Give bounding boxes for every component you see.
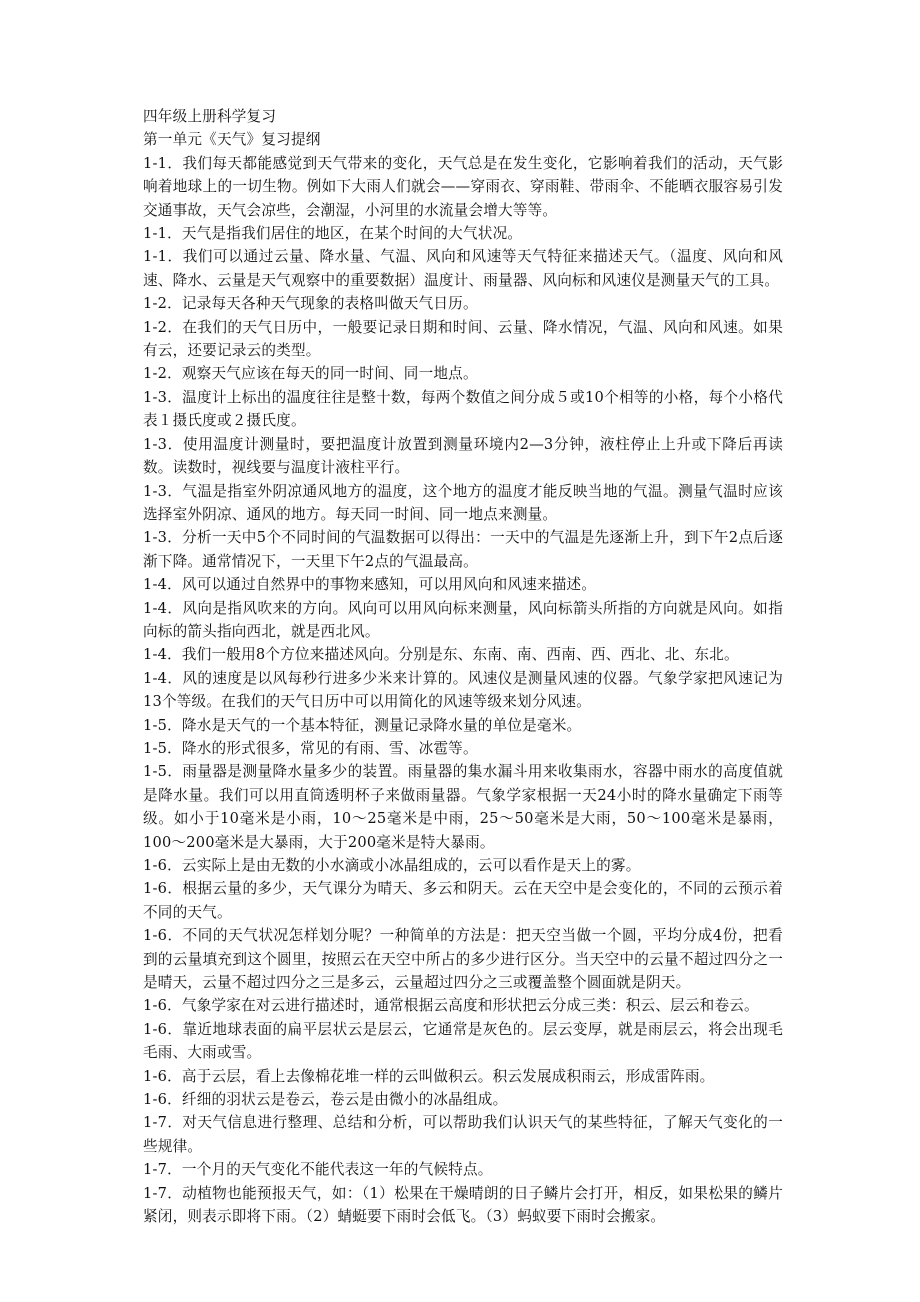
- paragraph: 1-5．降水的形式很多，常见的有雨、雪、冰雹等。: [143, 739, 478, 757]
- paragraph: 1-6．云实际上是由无数的小水滴或小冰晶组成的，云可以看作是天上的雾。: [143, 857, 641, 874]
- document-body: [143, 105, 783, 1229]
- paragraph: 1-3．分析一天中5个不同时间的气温数据可以得出：一天中的气温是先逐渐上升，到下午2点后逐渐下降。通常情况下，一天里下午2点的气温最高。: [143, 529, 783, 570]
- paragraph: 1-6．根据云量的多少，天气课分为晴天、多云和阴天。云在天空中是会变化的，不同的云预示着不同的天气。: [143, 880, 783, 921]
- paragraph: 1-5．雨量器是测量降水量多少的装置。雨量器的集水漏斗用来收集雨水，容器中雨水的高度值就是降水量。我们可以用直筒透明杯子来做雨量器。气象学家根据一天24小时的降水量确定下雨等级。如小于10毫米是小雨，10～25毫米是中雨，25～50毫米是大雨，50～100毫米是暴雨，100～200毫米是大暴雨，大于200毫米是特大暴雨。: [143, 763, 783, 851]
- paragraph: 1-4．风的速度是以风每秒行进多少米来计算的。风速仪是测量风速的仪器。气象学家把风速记为13个等级。在我们的天气日历中可以用简化的风速等级来划分风速。: [143, 669, 783, 711]
- paragraph: 1-7．对天气信息进行整理、总结和分析，可以帮助我们认识天气的某些特征，了解天气变化的一些规律。: [143, 1114, 783, 1155]
- paragraph: 1-6．高于云层，看上去像棉花堆一样的云叫做积云。积云发展成积雨云，形成雷阵雨。: [143, 1067, 715, 1085]
- paragraph: 1-6．靠近地球表面的扁平层状云是层云，它通常是灰色的。层云变厚，就是雨层云，将会出现毛毛雨、大雨或雪。: [143, 1020, 783, 1062]
- paragraph: 1-2．观察天气应该在每天的同一时间、同一地点。: [143, 365, 478, 383]
- paragraph: 1-1．天气是指我们居住的地区，在某个时间的大气状况。: [143, 225, 523, 243]
- paragraph: 1-6．气象学家在对云进行描述时，通常根据云高度和形状把云分成三类：积云、层云和卷云。: [143, 997, 759, 1015]
- paragraph: 1-6．纤细的羽状云是卷云，卷云是由微小的冰晶组成。: [143, 1091, 508, 1109]
- paragraph: 1-2．在我们的天气日历中，一般要记录日期和时间、云量、降水情况，气温、风向和风速。如果有云，还要记录云的类型。: [143, 318, 783, 360]
- paragraph: 1-5．降水是天气的一个基本特征，测量记录降水量的单位是毫米。: [143, 716, 582, 734]
- paragraph: 1-3．温度计上标出的温度往往是整十数，每两个数值之间分成５或10个相等的小格，每个小格代表１摄氏度或２摄氏度。: [143, 388, 783, 430]
- unit-heading: 第一单元《天气》复习提纲: [143, 131, 321, 149]
- paragraph: 1-3．气温是指室外阴凉通风地方的温度，这个地方的温度才能反映当地的气温。测量气温时应该选择室外阴凉、通风的地方。每天同一时间、同一地点来测量。: [143, 482, 783, 523]
- paragraph: 1-4．风向是指风吹来的方向。风向可以用风向标来测量，风向标箭头所指的方向就是风向。如指向标的箭头指向西北，就是西北风。: [143, 599, 783, 640]
- paragraph: 1-3．使用温度计测量时，要把温度计放置到测量环境内2—3分钟，液柱停止上升或下降后再读数。读数时，视线要与温度计液柱平行。: [143, 435, 783, 477]
- paragraph: 1-1．我们可以通过云量、降水量、气温、风向和风速等天气特征来描述天气。（温度、风向和风速、降水、云量是天气观察中的重要数据）温度计、雨量器、风向标和风速仪是测量天气的工具。: [143, 248, 783, 289]
- paragraph: 1-1．我们每天都能感觉到天气带来的变化，天气总是在发生变化，它影响着我们的活动，天气影响着地球上的一切生物。例如下大雨人们就会——穿雨衣、穿雨鞋、带雨伞、不能晒衣服容易引发交通事故，天气会凉些，会潮湿，小河里的水流量会增大等等。: [143, 154, 783, 219]
- paragraph: 1-2．记录每天各种天气现象的表格叫做天气日历。: [143, 295, 478, 313]
- paragraph: 1-4．风可以通过自然界中的事物来感知，可以用风向和风速来描述。: [143, 576, 597, 594]
- paragraph: 1-4．我们一般用8个方位来描述风向。分别是东、东南、南、西南、西、西北、北、东北。: [143, 646, 739, 664]
- paragraph: 1-7．动植物也能预报天气，如：（1）松果在干燥晴朗的日子鳞片会打开，相反，如果松果的鳞片紧闭，则表示即将下雨。（2）蜻蜓要下雨时会低飞。（3）蚂蚁要下雨时会搬家。: [143, 1184, 783, 1226]
- paragraph: 1-7．一个月的天气变化不能代表这一年的气候特点。: [143, 1161, 493, 1179]
- paragraph: 1-6．不同的天气状况怎样划分呢？一种简单的方法是：把天空当做一个圆，平均分成4份，把看到的云量填充到这个圆里，按照云在天空中所占的多少进行区分。当天空中的云量不超过四分之一是晴天，云量不超过四分之三是多云，云量超过四分之三或覆盖整个圆面就是阴天。: [143, 927, 783, 992]
- document-title: 四年级上册科学复习: [143, 108, 277, 125]
